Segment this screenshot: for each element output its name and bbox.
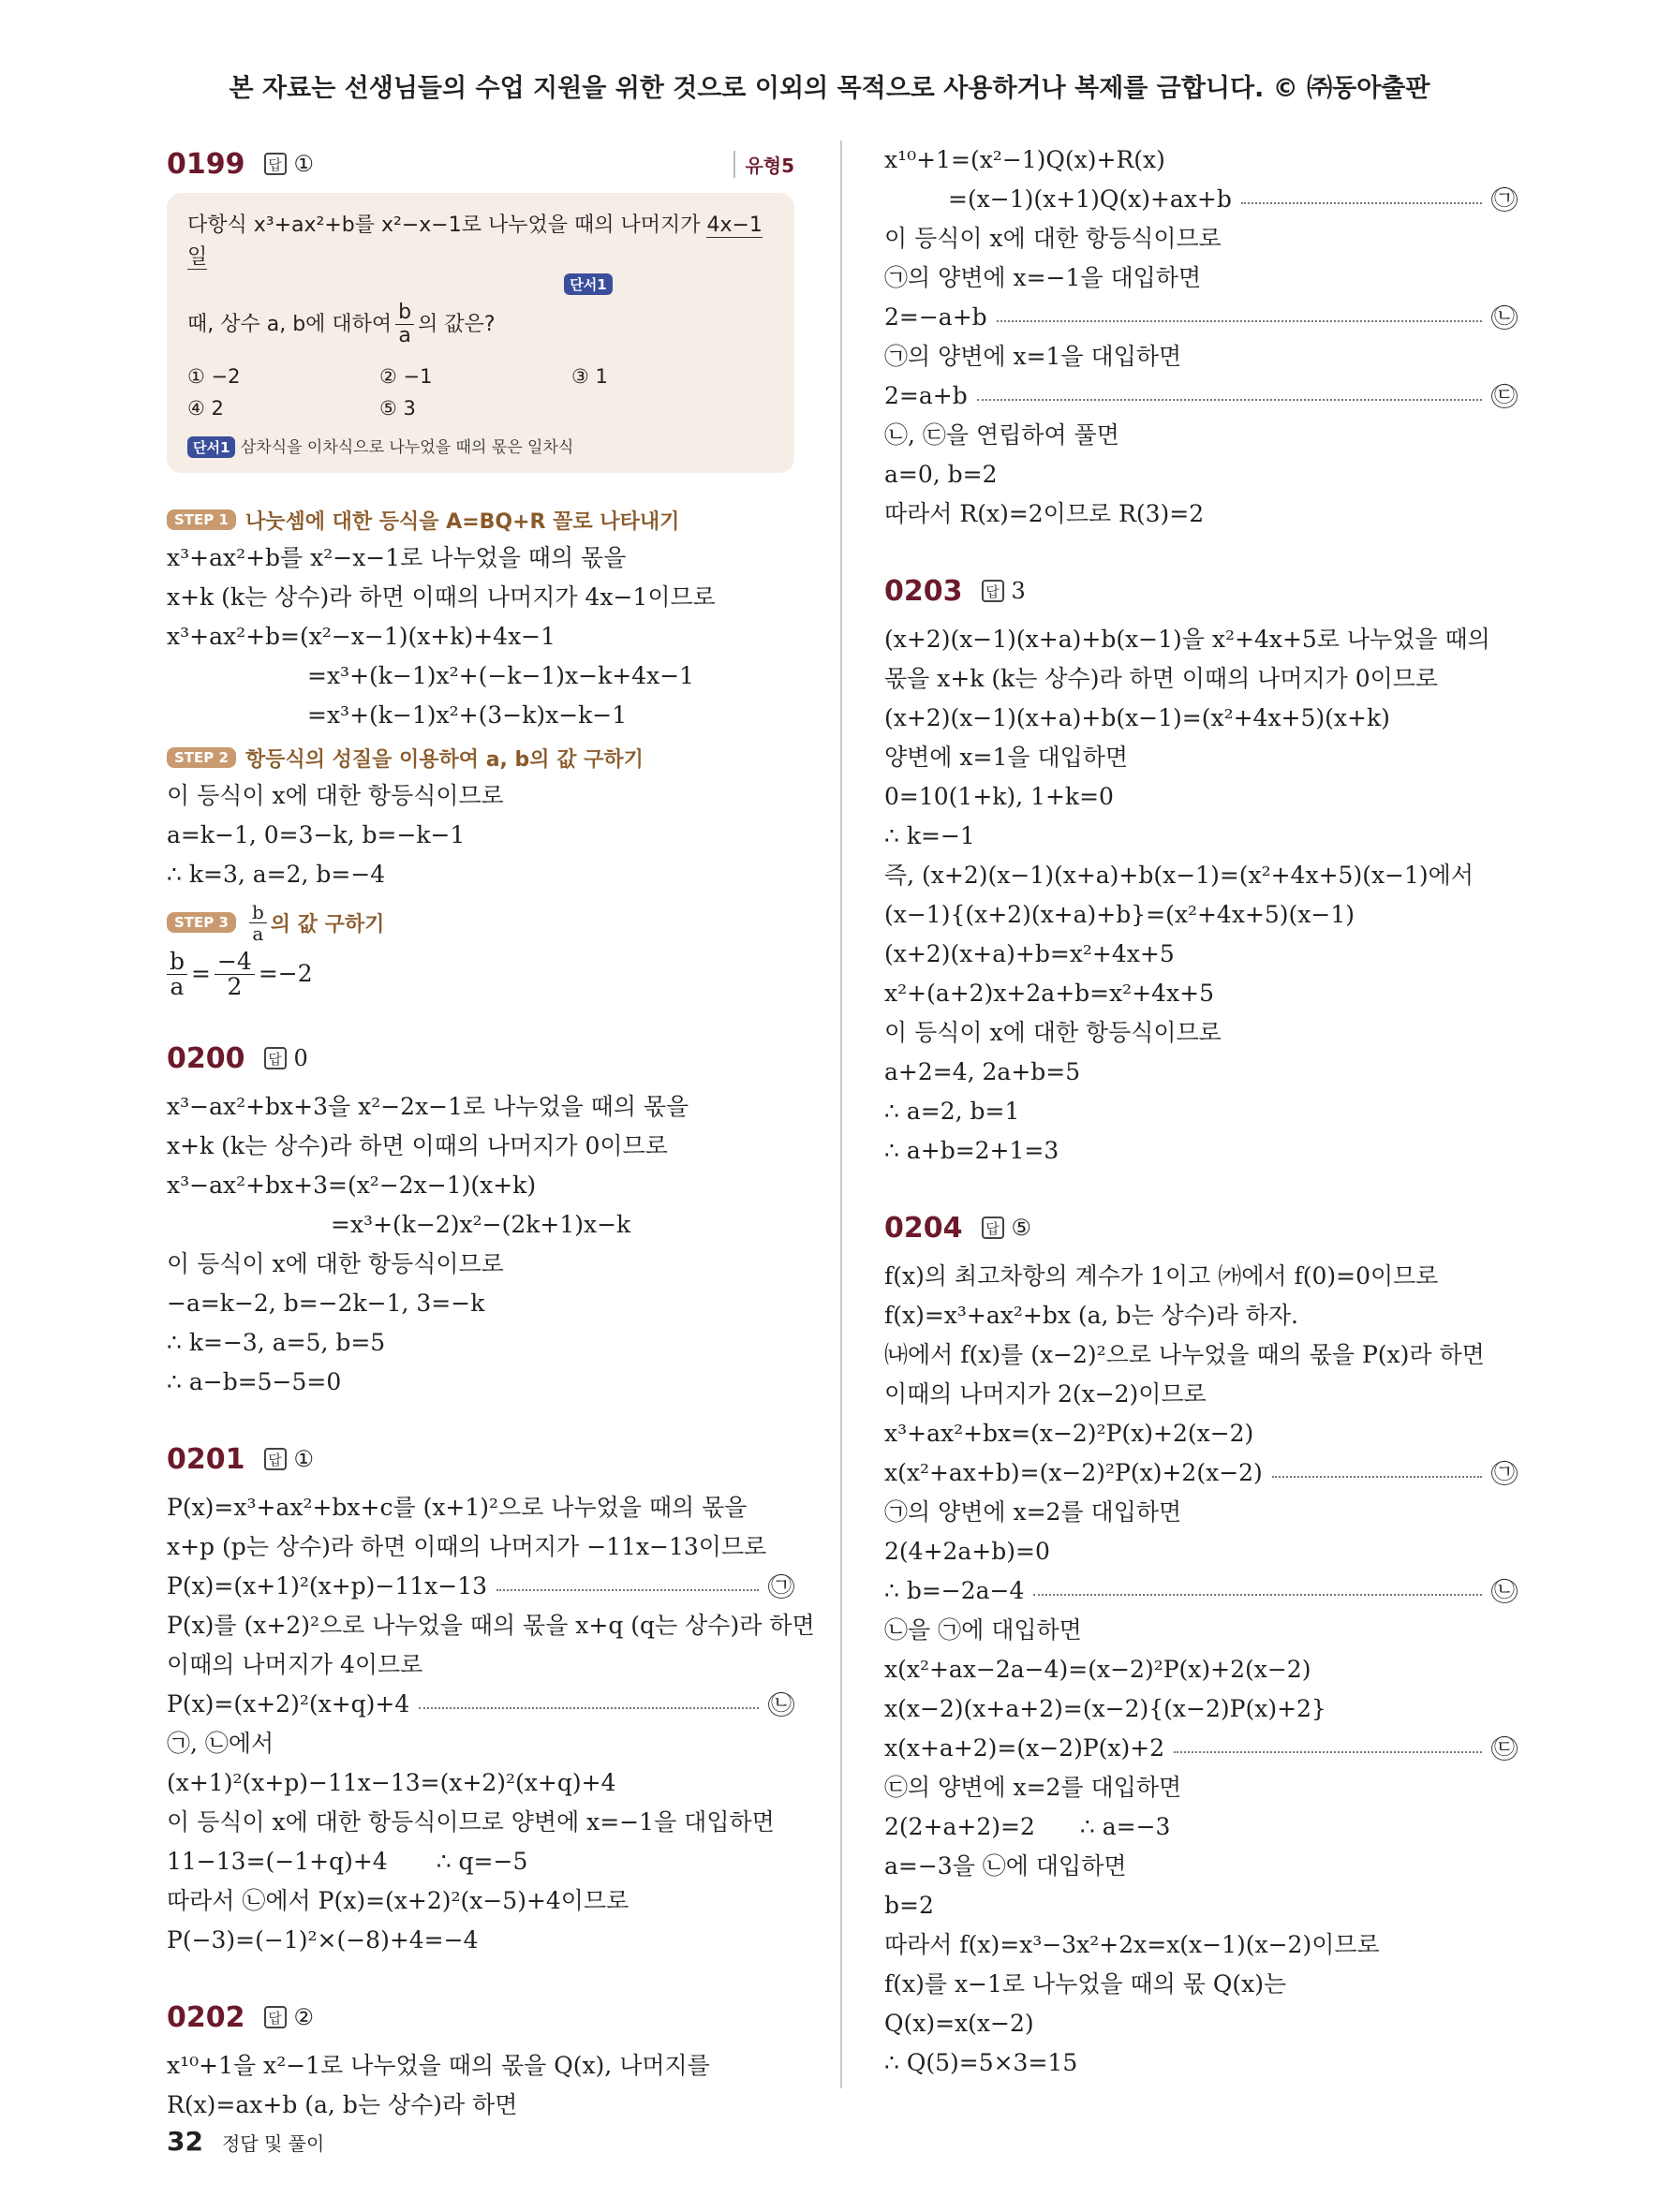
- solution-line: 이 등식이 x에 대한 항등식이므로: [884, 1019, 1222, 1046]
- answer-icon: 답: [264, 153, 287, 175]
- answer-value: 0: [293, 1045, 308, 1071]
- solution-line: a=0, b=2: [884, 461, 998, 488]
- problem-header-0204: [884, 1204, 1518, 1251]
- solution-line: 2(4+2a+b)=0: [884, 1538, 1050, 1565]
- circled-label: ㉡: [768, 1692, 794, 1717]
- solution-line: 몫을 x+k (k는 상수)라 하면 이때의 나머지가 0이므로: [884, 665, 1439, 692]
- hint-tag: 단서1: [564, 273, 612, 295]
- solution-line: ∴ a−b=5−5=0: [167, 1368, 342, 1395]
- solution-line: 따라서 R(x)=2이므로 R(3)=2: [884, 500, 1205, 527]
- solution-line: x³−ax²+bx+3=(x²−2x−1)(x+k): [167, 1172, 537, 1199]
- solution-line-tagged: P(x)=(x+2)²(x+q)+4 ㉡: [167, 1685, 794, 1724]
- solution-line: ∴ Q(5)=5×3=15: [884, 2049, 1078, 2076]
- right-column: [884, 140, 1518, 2083]
- solution-line: =x³+(k−1)x²+(3−k)x−k−1: [307, 701, 628, 729]
- solution-line: x¹⁰+1=(x²−1)Q(x)+R(x): [884, 146, 1165, 173]
- answer-icon: 답: [982, 580, 1004, 602]
- fraction-b-over-a: $\frac{b}{a}$: [395, 302, 414, 347]
- solution-line: ㈏에서 f(x)를 (x−2)²으로 나누었을 때의 몫을 P(x)라 하면: [884, 1341, 1485, 1368]
- column-divider: [840, 140, 842, 2088]
- choice: ③ 1: [571, 365, 608, 388]
- circled-label: ㉢: [1491, 384, 1518, 408]
- problem-header-0202: [167, 1994, 794, 2041]
- solution-line: 이 등식이 x에 대한 항등식이므로: [167, 1250, 504, 1277]
- choice: ② −1: [379, 365, 433, 388]
- solution-line: ㉠의 양변에 x=−1을 대입하면: [884, 264, 1202, 291]
- solution-line: a=k−1, 0=3−k, b=−k−1: [167, 821, 466, 848]
- solution-line: ㉠의 양변에 x=1을 대입하면: [884, 343, 1182, 370]
- circled-label: ㉡: [1491, 1579, 1518, 1603]
- solution-line-tagged: ∴ b=−2a−4 ㉡: [884, 1571, 1518, 1611]
- solution-line: ㉡, ㉢을 연립하여 풀면: [884, 421, 1119, 449]
- problem-number: 0202: [167, 2000, 245, 2034]
- answer-icon: 답: [264, 1047, 287, 1069]
- solution-line: a+2=4, 2a+b=5: [884, 1058, 1081, 1085]
- answer-value: ①: [293, 151, 315, 177]
- solution-line: ㉠의 양변에 x=2를 대입하면: [884, 1498, 1182, 1526]
- solution-line: x(x²+ax−2a−4)=(x−2)²P(x)+2(x−2): [884, 1656, 1311, 1683]
- section-title: 정답 및 풀이: [221, 2132, 325, 2155]
- page-footer: [167, 2126, 324, 2157]
- fraction-b-over-a: $\frac{b}{a}$: [249, 902, 267, 944]
- solution-line: =x³+(k−1)x²+(−k−1)x−k+4x−1: [307, 662, 695, 689]
- answer-value: ②: [293, 2004, 315, 2030]
- solution-line: 0=10(1+k), 1+k=0: [884, 783, 1114, 810]
- answer-value: ①: [293, 1446, 315, 1472]
- page-number: 32: [167, 2126, 203, 2157]
- circled-label: ㉢: [1491, 1736, 1518, 1761]
- choice: ④ 2: [187, 397, 224, 420]
- solution-line: 이때의 나머지가 4이므로: [167, 1651, 423, 1678]
- choice: ① −2: [187, 365, 241, 388]
- solution-line-tagged: x(x²+ax+b)=(x−2)²P(x)+2(x−2) ㉠: [884, 1453, 1518, 1493]
- problem-header-0199: [167, 140, 794, 187]
- copyright-notice: 본 자료는 선생님들의 수업 지원을 위한 것으로 이외의 목적으로 사용하거나 복제를 금합니다. © ㈜동아출판: [229, 74, 1430, 103]
- solution-line: x³+ax²+bx=(x−2)²P(x)+2(x−2): [884, 1420, 1254, 1447]
- solution-line: ∴ k=3, a=2, b=−4: [167, 861, 386, 888]
- solution-line: ∴ k=−1: [884, 822, 975, 849]
- choices: [187, 361, 774, 424]
- solution-line: 양변에 x=1을 대입하면: [884, 744, 1129, 771]
- problem-number: 0204: [884, 1211, 963, 1245]
- type-tag: 유형5: [733, 151, 794, 178]
- solution-line: (x+1)²(x+p)−11x−13=(x+2)²(x+q)+4: [167, 1769, 616, 1796]
- solution-line: 이 등식이 x에 대한 항등식이므로: [167, 782, 504, 809]
- solution-line: =x³+(k−2)x²−(2k+1)x−k: [331, 1211, 631, 1238]
- answer-icon: 답: [982, 1217, 1004, 1239]
- problem-header-0203: [884, 568, 1518, 614]
- solution-line: ∴ a=2, b=1: [884, 1098, 1020, 1125]
- solution-line: P(x)를 (x+2)²으로 나누었을 때의 몫을 x+q (q는 상수)라 하면: [167, 1612, 815, 1639]
- problem-number: 0201: [167, 1442, 245, 1476]
- solution-line: x¹⁰+1을 x²−1로 나누었을 때의 몫을 Q(x), 나머지를: [167, 2052, 710, 2079]
- solution-line: f(x)의 최고차항의 계수가 1이고 ㈎에서 f(0)=0이므로: [884, 1262, 1439, 1290]
- solution-line: x+k (k는 상수)라 하면 이때의 나머지가 4x−1이므로: [167, 583, 716, 611]
- answer-value: ⑤: [1011, 1215, 1032, 1241]
- step-2: STEP 2 항등식의 성질을 이용하여 a, b의 값 구하기: [167, 739, 794, 776]
- solution-line: 따라서 ㉡에서 P(x)=(x+2)²(x−5)+4이므로: [167, 1887, 630, 1914]
- step-1: STEP 1 나눗셈에 대한 등식을 A=BQ+R 꼴로 나타내기: [167, 501, 794, 538]
- solution-line: x+p (p는 상수)라 하면 이때의 나머지가 −11x−13이므로: [167, 1533, 767, 1560]
- solution-line: 즉, (x+2)(x−1)(x+a)+b(x−1)=(x²+4x+5)(x−1)에서: [884, 862, 1474, 889]
- answer-value: 3: [1011, 578, 1026, 604]
- solution-line: (x+2)(x−1)(x+a)+b(x−1)을 x²+4x+5로 나누었을 때의: [884, 626, 1490, 653]
- solution-line: Q(x)=x(x−2): [884, 2010, 1034, 2037]
- solution-line: f(x)를 x−1로 나누었을 때의 몫 Q(x)는: [884, 1970, 1287, 1998]
- answer-icon: 답: [264, 1448, 287, 1470]
- question-line-1: 다항식 x³+ax²+b를 x²−x−1로 나누었을 때의 나머지가 4x−1일: [187, 214, 763, 269]
- solution-line: ㉡을 ㉠에 대입하면: [884, 1616, 1082, 1644]
- step-3: STEP 3 $\frac{b}{a}$ 의 값 구하기: [167, 898, 794, 947]
- circled-label: ㉡: [1491, 305, 1518, 330]
- solution-line: x³−ax²+bx+3을 x²−2x−1로 나누었을 때의 몫을: [167, 1093, 689, 1120]
- solution-line: 이 등식이 x에 대한 항등식이므로: [884, 225, 1222, 252]
- solution-line: ∴ k=−3, a=5, b=5: [167, 1329, 386, 1356]
- solution-line: P(x)=x³+ax²+bx+c를 (x+1)²으로 나누었을 때의 몫을: [167, 1494, 748, 1521]
- solution-line: f(x)=x³+ax²+bx (a, b는 상수)라 하자.: [884, 1302, 1298, 1329]
- underlined-condition: 4x−1일: [187, 214, 763, 269]
- solution-line: ∴ a+b=2+1=3: [884, 1137, 1059, 1164]
- solution-line: 2(2+a+2)=2 ∴ a=−3: [884, 1813, 1171, 1840]
- solution-line: 따라서 f(x)=x³−3x²+2x=x(x−1)(x−2)이므로: [884, 1931, 1380, 1958]
- question-line-2: 때, 상수 a, b에 대하여 $\frac{b}{a}$ 의 값은?: [187, 301, 496, 347]
- problem-header-0200: [167, 1035, 794, 1082]
- solution-line: −a=k−2, b=−2k−1, 3=−k: [167, 1290, 485, 1317]
- solution-line: b=2: [884, 1892, 934, 1919]
- solution-line: (x+2)(x−1)(x+a)+b(x−1)=(x²+4x+5)(x+k): [884, 704, 1390, 731]
- solution-line-tagged: P(x)=(x+1)²(x+p)−11x−13 ㉠: [167, 1567, 794, 1606]
- solution-line: 11−13=(−1+q)+4 ∴ q=−5: [167, 1848, 528, 1875]
- solution-line: ㉢의 양변에 x=2를 대입하면: [884, 1774, 1182, 1801]
- solution-line-tagged: 2=a+b ㉢: [884, 376, 1518, 416]
- solution-line: P(−3)=(−1)²×(−8)+4=−4: [167, 1926, 479, 1954]
- answer-icon: 답: [264, 2006, 287, 2028]
- circled-label: ㉠: [1491, 187, 1518, 212]
- solution-line: 이 등식이 x에 대한 항등식이므로 양변에 x=−1을 대입하면: [167, 1808, 775, 1836]
- problem-number: 0199: [167, 147, 245, 181]
- circled-label: ㉠: [1491, 1461, 1518, 1485]
- circled-label: ㉠: [768, 1574, 794, 1599]
- solution-line: x³+ax²+b=(x²−x−1)(x+k)+4x−1: [167, 623, 556, 650]
- solution-line: a=−3을 ㉡에 대입하면: [884, 1852, 1127, 1880]
- hint-line: 단서1 삼차식을 이차식으로 나누었을 때의 몫은 일차식: [187, 434, 774, 458]
- solution-line: x²+(a+2)x+2a+b=x²+4x+5: [884, 980, 1215, 1007]
- solution-line-tagged: =(x−1)(x+1)Q(x)+ax+b ㉠: [884, 180, 1518, 219]
- solution-line-tagged: 2=−a+b ㉡: [884, 298, 1518, 337]
- choice: ⑤ 3: [379, 397, 416, 420]
- solution-line: (x−1){(x+2)(x+a)+b}=(x²+4x+5)(x−1): [884, 901, 1355, 928]
- solution-line: ㉠, ㉡에서: [167, 1730, 274, 1757]
- solution-line: (x+2)(x+a)+b=x²+4x+5: [884, 940, 1175, 967]
- solution-line: x(x−2)(x+a+2)=(x−2){(x−2)P(x)+2}: [884, 1695, 1326, 1722]
- solution-line-tagged: x(x+a+2)=(x−2)P(x)+2 ㉢: [884, 1729, 1518, 1768]
- problem-number: 0200: [167, 1041, 245, 1075]
- question-box: [167, 193, 794, 473]
- problem-number: 0203: [884, 574, 963, 608]
- solution-line: R(x)=ax+b (a, b는 상수)라 하면: [167, 2091, 518, 2118]
- solution-line: x³+ax²+b를 x²−x−1로 나누었을 때의 몫을: [167, 544, 627, 571]
- left-column: [167, 140, 815, 2125]
- problem-header-0201: [167, 1436, 794, 1482]
- final-fraction-line: $\frac{b}{a}$ = $\frac{-4}{2}$ =−2: [167, 947, 794, 1001]
- solution-line: 이때의 나머지가 2(x−2)이므로: [884, 1380, 1207, 1408]
- solution-line: x+k (k는 상수)라 하면 이때의 나머지가 0이므로: [167, 1132, 668, 1159]
